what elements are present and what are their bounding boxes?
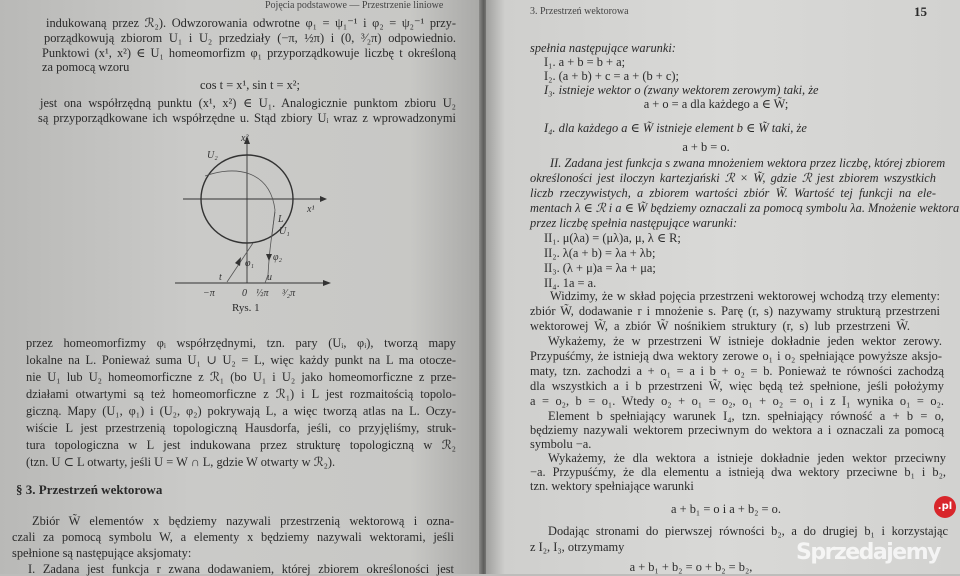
tick-three-half-pi: ³⁄₂π [282,288,296,299]
label-U1: U₁ [279,226,290,237]
text-line: działami otwartymi są też homeomorficzne z ℛ₁) i L jest rozmaitością topolo- [26,387,456,401]
text-line: Widzimy, że w skład pojęcia przestrzeni wektorowej wchodzą trzy elementy: [550,289,940,303]
formula: a + b₁ + b₂ = o + b₂ = b₂, [629,560,753,574]
text-line: Wykażemy, że dla wektora a istnieje dokładnie jeden wektor przeciwny [548,451,946,465]
tick-zero: 0 [242,288,247,299]
text-line: Przypuśćmy, że istnieją dwa wektory zerowe o₁ i o₂ spełniające powyższe aksjo- [530,349,942,363]
text-line: II₃. (λ + μ)a = λa + μa; [544,261,656,275]
text-line: symbolu −a. [530,437,592,451]
formula: a + b₁ = o i a + b₂ = o. [671,502,781,516]
text-line: Wykażemy, że w przestrzeni W istnieje dokładnie jeden wektor zerowy. [548,334,942,348]
label-L: L [278,214,284,225]
text-line: (tzn. U ⊂ L otwarty, jeśli U = W ∩ L, gdzie W otwarty w ℛ₂). [26,455,336,469]
label-x1: x¹ [307,204,315,215]
text-line: Element b spełniający warunek I₄, tzn. spełniający równość a + b = o, [548,409,944,423]
formula: cos t = x¹, sin t = x²; [200,78,300,92]
text-line: maty, tzn. zachodzi a + o₁ = a i b + o₂ = b. Ponieważ te równości zachodzą [530,364,944,378]
text-line: giczną. Mapy (U₁, φ₁) i (U₂, φ₂) pokrywają L, a więc tworzą atlas na L. Oczy- [26,404,456,418]
text-line: I₁. a + b = b + a; [544,55,626,69]
label-phi2: φ₂ [273,252,283,263]
figure-caption: Rys. 1 [232,302,260,314]
text-line: II₁. μ(λa) = (μλ)a, μ, λ ∈ R; [544,231,681,245]
text-line: I₂. (a + b) + c = a + (b + c); [544,69,679,83]
text-line: II. Zadana jest funkcja s zwana mnożeniem wektora przez liczbę, której zbiorem [550,156,946,170]
phi2-arrow [266,254,272,261]
text-line: Dodając stronami do pierwszej równości b₂, a do drugiej b₁ i korzystając [548,524,948,538]
label-U2: U₂ [207,150,218,161]
label-t: t [219,272,222,283]
text-line: wektorowej W̃, a zbiór W̃ nośnikiem struktury (r, s) lub przestrzeni W̃. [530,319,910,333]
text-line: z I₂, I₃, otrzymamy [530,540,625,554]
label-u: u [267,272,272,283]
tick-minus-pi: −π [203,288,215,299]
text-line: określoności jest iloczyn kartezjański ℛ × W̃, gdzie ℛ jest zbiorem wszystkich [530,171,936,185]
text-line: mentach λ ∈ ℛ i a ∈ W̃ będziemy oznaczali za pomocą symbolu λa. Mnożenie wektora [530,201,960,215]
text-line: nie U₁ lub U₂ homeomorficzne z ℛ₁ (bo U₁ i U₂ jako homeomorficzne z prze- [26,370,456,384]
arc-U1 [205,171,275,235]
text-line: jest ona współrzędną punktu (x¹, x²) ∈ U₁. Analogicznie punktom zbioru U₂ [40,96,456,110]
text-line: −a. Przypuśćmy, że dla elementu a istnieją dwa wektory przeciwne b₁ i b₂, [530,465,946,479]
page-number: 15 [914,4,927,19]
text-line: a = o₂, b = o₁. Wtedy o₂ + o₁ = o₂, o₁ + o₂ = o₁ i z I₁ wynika o₁ = o₂. [530,394,944,408]
section-title: § 3. Przestrzeń wektorowa [16,482,163,497]
tick-half-pi: ½π [256,288,269,299]
label-x2: x² [241,133,249,144]
formula: a + b = o. [682,140,730,154]
figure-circle-diagram [175,130,335,300]
watermark-logo: Sprzedajemy [796,540,940,565]
running-header-right: 3. Przestrzeń wektorowa [530,6,629,17]
text-line: przez liczbę spełnia następujące warunki: [530,216,738,230]
real-line-arrow [323,280,331,286]
text-line: I. Zadana jest funkcja r zwana dodawaniem, której zbiorem określoności jest [28,562,454,576]
text-line: są przyporządkowane ich współrzędne u. Stąd zbiory Uᵢ wraz z wprowadzonymi [38,111,456,125]
formula: a + o = a dla każdego a ∈ W̃; [643,97,789,111]
text-line: spełnia następujące warunki: [530,41,676,55]
text-line: tzn. wektory spełniające warunki [530,479,694,493]
text-line: lokalne na L. Ponieważ suma U₁ ∪ U₂ = L, więc każdy punkt na L ma otocze- [26,353,456,367]
text-line: spełnione są następujące aksjomaty: [12,546,192,560]
text-line: Zbiór W̃ elementów x będziemy nazywali przestrzenią wektorową i ozna- [32,514,454,528]
text-line: będziemy nazywali wektorem przeciwnym do wektora a i oznaczali za pomocą [530,423,944,437]
text-line: wiście L jest przestrzenią topologiczną Hausdorfa, jeśli, co przyjęliśmy, struk- [26,421,456,435]
text-line: indukowaną przez ℛ₂). Odwzorowania odwrotne φ₁ = ψ₁⁻¹ i φ₂ = ψ₂⁻¹ przy- [46,16,456,30]
text-line: I₄. dla każdego a ∈ W̃ istnieje element b ∈ W̃ taki, że [544,121,807,135]
running-header-left: Pojęcia podstawowe — Przestrzenie liniowe [265,0,444,11]
watermark-badge: .pl [934,496,956,518]
phi1-arrow [235,257,241,266]
text-line: porządkowują zbiorom U₁ i U₂ przedziały (−π, ½π) i (0, ³⁄₂π) odpowiednio. [44,31,456,45]
text-line: liczb rzeczywistych, a zbiorem wartości zbiór W̃. Wartość tej funkcji na ele- [530,186,936,200]
text-line: zbiór W̃, dodawanie r i mnożenie s. Parę (r, s) nazywamy strukturą przestrzeni [530,304,940,318]
label-phi1: φ₁ [245,258,255,269]
text-line: czali za pomocą symbolu W, a elementy x będziemy nazywali wektorami, jeśli [12,530,454,544]
text-line: Punktowi (x¹, x²) ∈ U₁ homeomorfizm φ₁ przyporządkowuje liczbę t określoną [42,46,456,60]
text-line: przez homeomorfizmy φᵢ współrzędnymi, tzn. pary (Uᵢ, φᵢ), tworzą mapy [26,336,456,350]
text-line: tura topologiczna w L jest indukowana przez strukturę topologiczną w ℛ₂ [26,438,456,452]
right-page [486,0,960,574]
text-line: II₂. λ(a + b) = λa + λb; [544,246,656,260]
text-line: dla wszystkich a i b przestrzeni W̃, więc będą też spełnione, jeśli położymy [530,379,944,393]
text-line: I₃. istnieje wektor o (zwany wektorem zerowym) taki, że [544,83,819,97]
text-line: II₄. 1a = a. [544,276,597,290]
text-line: za pomocą wzoru [42,60,130,74]
x1-axis-arrow [320,196,327,202]
